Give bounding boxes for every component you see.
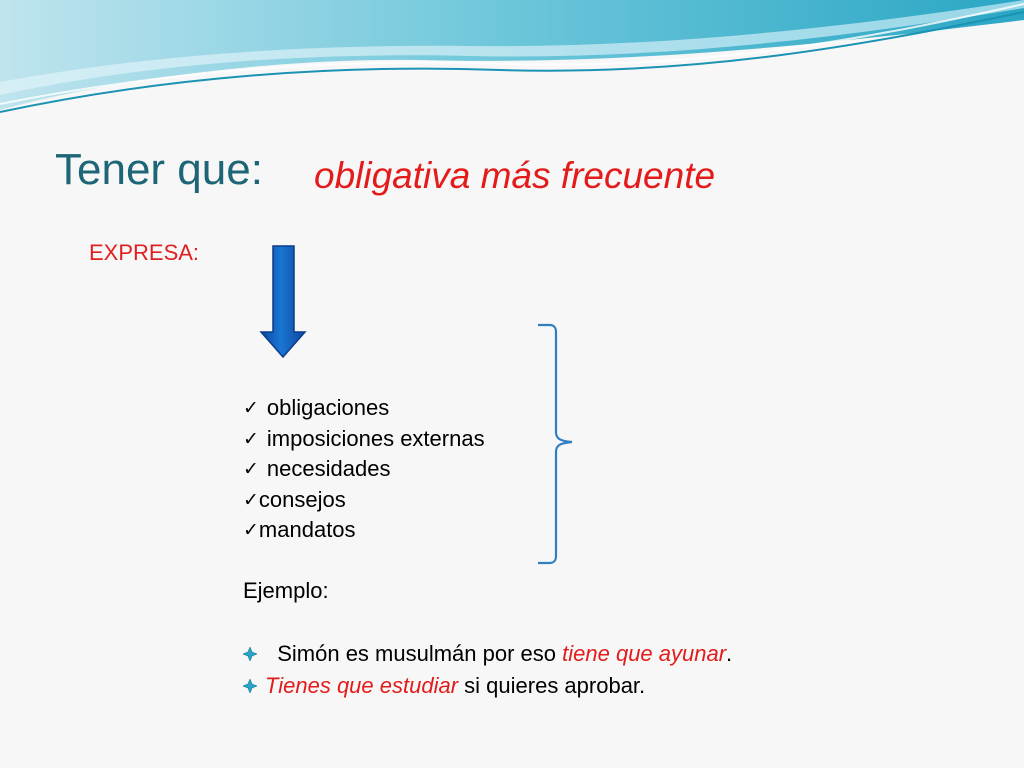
checklist	[243, 393, 485, 546]
list-item	[243, 424, 485, 455]
check-icon: ✓	[243, 519, 259, 542]
list-item-text: mandatos	[258, 517, 356, 543]
list-item-text: imposiciones externas	[266, 425, 485, 451]
example-item	[243, 670, 732, 702]
down-arrow-icon	[258, 244, 308, 360]
example-highlight: tiene que ayunar	[562, 641, 727, 666]
example-heading: Ejemplo:	[243, 578, 329, 603]
list-item	[243, 454, 485, 485]
list-item-text: obligaciones	[266, 395, 390, 421]
diamond-bullet-icon	[243, 679, 257, 693]
list-item	[243, 515, 485, 546]
right-brace-icon	[534, 320, 580, 568]
list-item-text: consejos	[258, 486, 346, 512]
diamond-bullet-icon	[243, 647, 257, 661]
check-icon: ✓	[243, 458, 259, 481]
expresa-label: EXPRESA:	[89, 240, 200, 265]
example-text: Simón es musulmán por eso	[265, 641, 563, 666]
check-icon: ✓	[243, 427, 259, 450]
example-text: si quieres aprobar.	[458, 673, 646, 698]
list-item-text: necesidades	[266, 456, 391, 482]
examples-list	[243, 638, 732, 702]
check-icon: ✓	[243, 488, 259, 511]
title-subtitle: obligativa más frecuente	[314, 155, 716, 196]
list-item	[243, 485, 485, 516]
list-item	[243, 393, 485, 424]
check-icon: ✓	[243, 397, 259, 420]
title-main: Tener que:	[55, 145, 263, 194]
header-wave-decoration	[0, 0, 1024, 130]
example-item	[243, 638, 732, 670]
example-text: .	[726, 641, 733, 666]
example-highlight: Tienes que estudiar	[265, 673, 459, 698]
